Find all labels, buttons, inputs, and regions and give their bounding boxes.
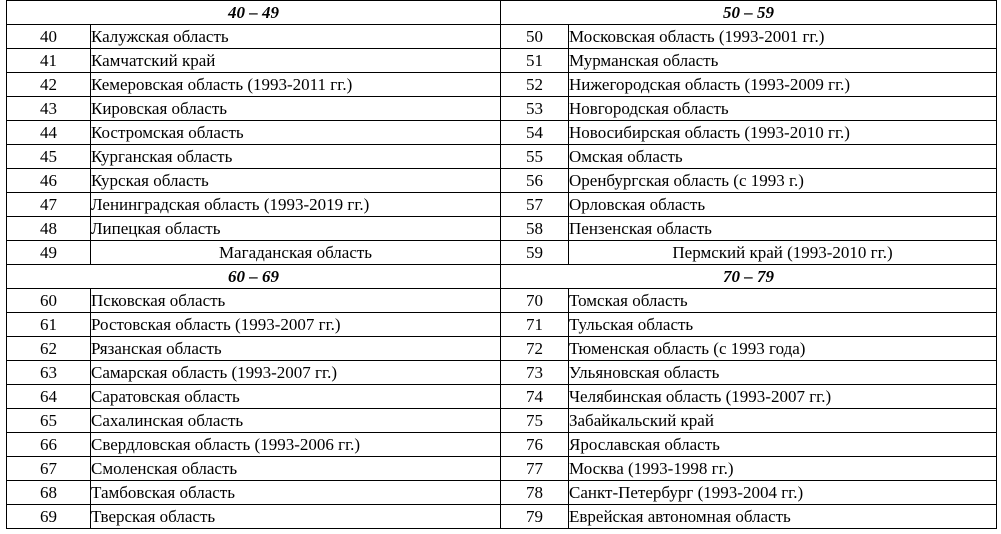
region-name-right: Челябинская область (1993-2007 гг.) <box>569 385 997 409</box>
region-code-left: 49 <box>7 241 91 265</box>
table-row <box>7 313 997 337</box>
region-code-left: 67 <box>7 457 91 481</box>
table-row <box>7 169 997 193</box>
region-code-right: 53 <box>501 97 569 121</box>
region-code-right: 56 <box>501 169 569 193</box>
group-heading-right: 70 – 79 <box>501 265 997 289</box>
region-code-right: 50 <box>501 25 569 49</box>
table-row <box>7 217 997 241</box>
region-name-right: Еврейская автономная область <box>569 505 997 529</box>
region-code-right: 71 <box>501 313 569 337</box>
region-name-left: Магаданская область <box>91 241 501 265</box>
table-row <box>7 97 997 121</box>
table-row <box>7 505 997 529</box>
region-name-right: Пензенская область <box>569 217 997 241</box>
region-code-left: 66 <box>7 433 91 457</box>
table-row <box>7 433 997 457</box>
region-code-left: 64 <box>7 385 91 409</box>
region-code-left: 45 <box>7 145 91 169</box>
table-row <box>7 241 997 265</box>
region-name-left: Тверская область <box>91 505 501 529</box>
table-row <box>7 457 997 481</box>
group-heading-left: 60 – 69 <box>7 265 501 289</box>
region-code-right: 77 <box>501 457 569 481</box>
region-code-right: 57 <box>501 193 569 217</box>
region-name-left: Кировская область <box>91 97 501 121</box>
table-row <box>7 193 997 217</box>
region-name-left: Ленинградская область (1993-2019 гг.) <box>91 193 501 217</box>
region-code-left: 41 <box>7 49 91 73</box>
table-row <box>7 409 997 433</box>
region-code-right: 54 <box>501 121 569 145</box>
table-row <box>7 361 997 385</box>
region-code-left: 48 <box>7 217 91 241</box>
region-name-left: Псковская область <box>91 289 501 313</box>
table-row <box>7 145 997 169</box>
table-row <box>7 481 997 505</box>
region-code-left: 61 <box>7 313 91 337</box>
region-code-left: 42 <box>7 73 91 97</box>
region-code-left: 40 <box>7 25 91 49</box>
region-name-right: Тульская область <box>569 313 997 337</box>
region-name-left: Липецкая область <box>91 217 501 241</box>
region-name-left: Сахалинская область <box>91 409 501 433</box>
region-code-left: 44 <box>7 121 91 145</box>
region-name-left: Костромская область <box>91 121 501 145</box>
table-row <box>7 49 997 73</box>
region-code-right: 58 <box>501 217 569 241</box>
region-codes-body <box>7 0 997 529</box>
table-row <box>7 73 997 97</box>
region-code-right: 52 <box>501 73 569 97</box>
region-name-left: Камчатский край <box>91 49 501 73</box>
region-name-right: Томская область <box>569 289 997 313</box>
region-code-right: 75 <box>501 409 569 433</box>
region-code-right: 51 <box>501 49 569 73</box>
region-name-right: Ярославская область <box>569 433 997 457</box>
region-name-right: Санкт-Петербург (1993-2004 гг.) <box>569 481 997 505</box>
region-codes-table <box>6 0 997 529</box>
region-code-left: 65 <box>7 409 91 433</box>
region-code-right: 79 <box>501 505 569 529</box>
region-code-left: 43 <box>7 97 91 121</box>
region-name-left: Курская область <box>91 169 501 193</box>
region-code-right: 72 <box>501 337 569 361</box>
region-code-left: 68 <box>7 481 91 505</box>
region-name-right: Мурманская область <box>569 49 997 73</box>
region-name-left: Ростовская область (1993-2007 гг.) <box>91 313 501 337</box>
region-name-right: Новосибирская область (1993-2010 гг.) <box>569 121 997 145</box>
region-name-left: Тамбовская область <box>91 481 501 505</box>
region-name-right: Московская область (1993-2001 гг.) <box>569 25 997 49</box>
region-code-right: 70 <box>501 289 569 313</box>
region-code-left: 60 <box>7 289 91 313</box>
region-name-right: Нижегородская область (1993-2009 гг.) <box>569 73 997 97</box>
region-name-right: Забайкальский край <box>569 409 997 433</box>
region-code-right: 78 <box>501 481 569 505</box>
region-name-left: Свердловская область (1993-2006 гг.) <box>91 433 501 457</box>
group-heading-right: 50 – 59 <box>501 1 997 25</box>
region-name-left: Калужская область <box>91 25 501 49</box>
region-name-right: Москва (1993-1998 гг.) <box>569 457 997 481</box>
region-code-left: 69 <box>7 505 91 529</box>
region-code-right: 73 <box>501 361 569 385</box>
group-heading-row <box>7 1 997 25</box>
region-name-left: Саратовская область <box>91 385 501 409</box>
region-name-left: Рязанская область <box>91 337 501 361</box>
region-name-right: Оренбургская область (с 1993 г.) <box>569 169 997 193</box>
region-name-left: Кемеровская область (1993-2011 гг.) <box>91 73 501 97</box>
group-heading-row <box>7 265 997 289</box>
table-row <box>7 385 997 409</box>
table-row <box>7 289 997 313</box>
region-name-right: Орловская область <box>569 193 997 217</box>
region-name-right: Ульяновская область <box>569 361 997 385</box>
region-code-left: 46 <box>7 169 91 193</box>
region-name-left: Курганская область <box>91 145 501 169</box>
table-row <box>7 337 997 361</box>
region-name-left: Смоленская область <box>91 457 501 481</box>
table-row <box>7 121 997 145</box>
region-name-right: Пермский край (1993-2010 гг.) <box>569 241 997 265</box>
region-name-right: Тюменская область (с 1993 года) <box>569 337 997 361</box>
group-heading-left: 40 – 49 <box>7 1 501 25</box>
region-name-left: Самарская область (1993-2007 гг.) <box>91 361 501 385</box>
region-code-right: 76 <box>501 433 569 457</box>
region-code-right: 59 <box>501 241 569 265</box>
region-code-left: 63 <box>7 361 91 385</box>
region-code-left: 47 <box>7 193 91 217</box>
region-code-left: 62 <box>7 337 91 361</box>
region-name-right: Новгородская область <box>569 97 997 121</box>
table-row <box>7 25 997 49</box>
region-name-right: Омская область <box>569 145 997 169</box>
region-code-right: 55 <box>501 145 569 169</box>
region-code-right: 74 <box>501 385 569 409</box>
